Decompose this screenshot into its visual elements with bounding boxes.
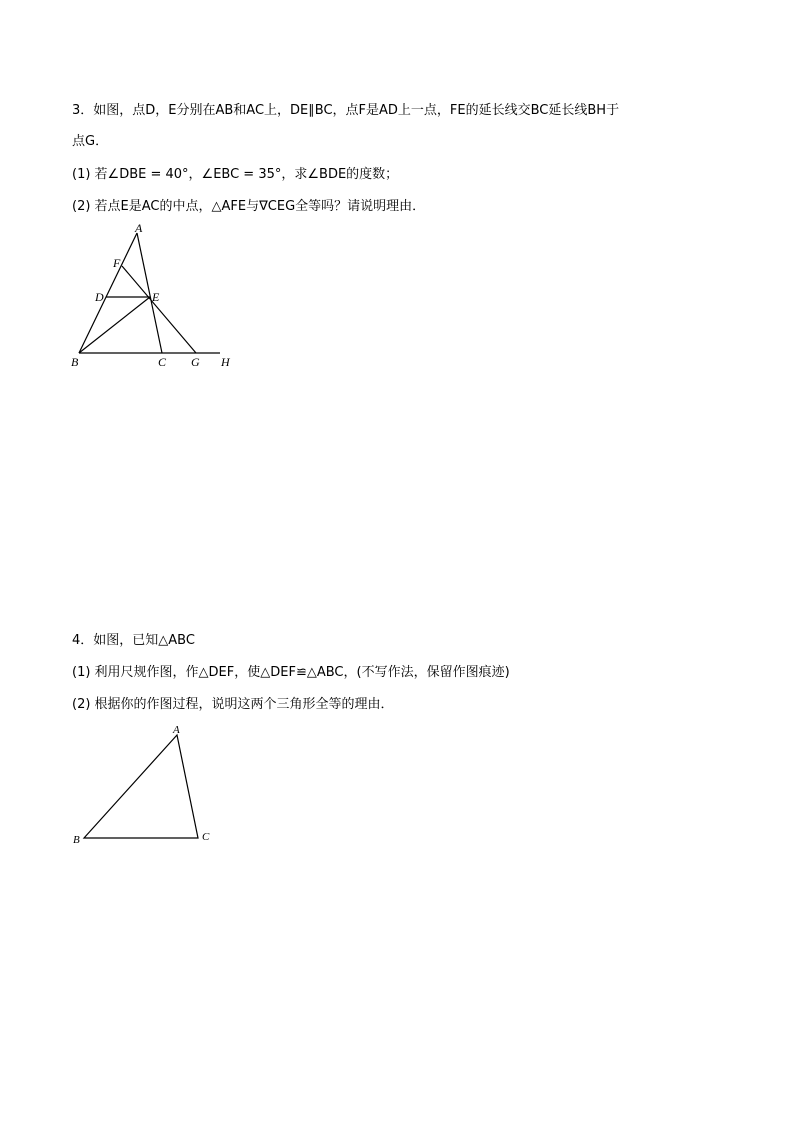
problem-3-question-2: (2) 若点E是AC的中点，△AFE与∇CEG全等吗？请说明理由． xyxy=(72,199,426,214)
label-g: G xyxy=(191,355,200,369)
segment-be xyxy=(79,297,150,353)
problem-3-question-1: (1) 若∠DBE = 40°，∠EBC = 35°，求∠BDE的度数； xyxy=(72,167,399,182)
problem-3-statement-line1: 3．如图，点D，E分别在AB和AC上，DE∥BC，点F是AD上一点，FE的延长线交BC延长线BH于 xyxy=(72,103,620,118)
label-e: E xyxy=(152,290,160,304)
label-a: A xyxy=(135,221,143,235)
label-b: B xyxy=(73,834,80,846)
problem-4-figure xyxy=(0,700,794,860)
label-h: H xyxy=(221,355,230,369)
label-d: D xyxy=(95,290,104,304)
label-c: C xyxy=(158,355,167,369)
problem-4-question-2: (2) 根据你的作图过程，说明这两个三角形全等的理由． xyxy=(72,697,394,712)
label-f: F xyxy=(113,256,121,270)
label-c: C xyxy=(202,831,210,843)
segment-ab xyxy=(79,233,137,353)
label-a: A xyxy=(173,724,180,736)
problem-4-question-1: (1) 利用尺规作图，作△DEF，使△DEF≌△ABC，(不写作法，保留作图痕迹) xyxy=(72,665,510,680)
triangle-abc xyxy=(84,735,198,838)
problem-3-statement-line2: 点G． xyxy=(72,134,109,149)
label-b: B xyxy=(71,355,79,369)
problem-3-figure xyxy=(0,0,794,400)
problem-4-statement: 4．如图，已知△ABC xyxy=(72,633,195,648)
